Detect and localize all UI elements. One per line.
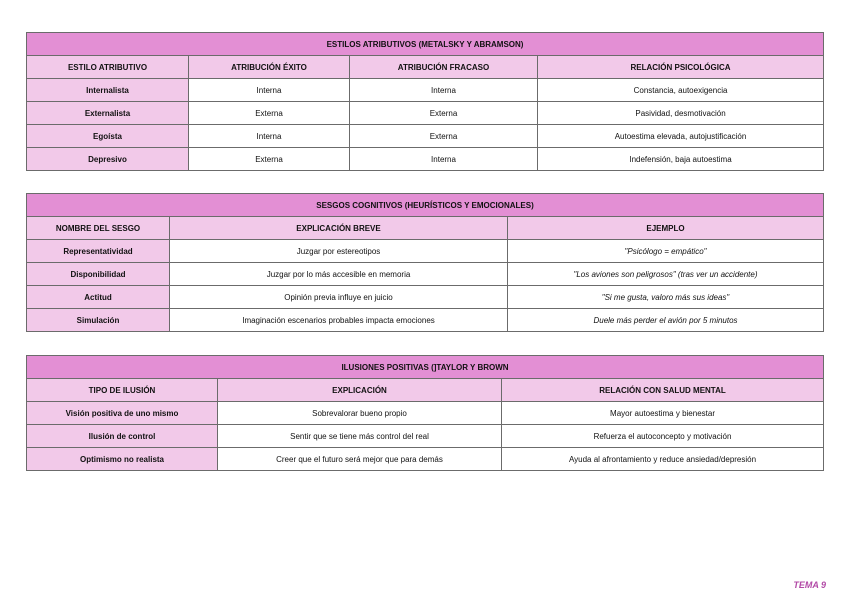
row-label: Simulación bbox=[27, 309, 170, 332]
table-cell: Juzgar por lo más accesible en memoria bbox=[170, 263, 508, 286]
row-label: Externalista bbox=[27, 102, 189, 125]
table-row bbox=[27, 425, 824, 448]
table-cell: Externa bbox=[189, 102, 350, 125]
table-row bbox=[27, 263, 824, 286]
row-label: Internalista bbox=[27, 79, 189, 102]
table-cell: Opinión previa influye en juicio bbox=[170, 286, 508, 309]
column-header: RELACIÓN PSICOLÓGICA bbox=[538, 56, 824, 79]
table-cell: Sobrevalorar bueno propio bbox=[218, 402, 502, 425]
table-cell: Interna bbox=[189, 79, 350, 102]
table-cell: Externa bbox=[189, 148, 350, 171]
row-label: Actitud bbox=[27, 286, 170, 309]
column-header: ATRIBUCIÓN FRACASO bbox=[350, 56, 538, 79]
row-label: Disponibilidad bbox=[27, 263, 170, 286]
table-title: ESTILOS ATRIBUTIVOS (METALSKY Y ABRAMSON) bbox=[27, 33, 824, 56]
page-footer-label: TEMA 9 bbox=[793, 580, 826, 590]
table-cell: "Si me gusta, valoro más sus ideas" bbox=[508, 286, 824, 309]
column-header: TIPO DE ILUSIÓN bbox=[27, 379, 218, 402]
table-row bbox=[27, 286, 824, 309]
table-row bbox=[27, 148, 824, 171]
table-cell: Duele más perder el avión por 5 minutos bbox=[508, 309, 824, 332]
table-row bbox=[27, 448, 824, 471]
table-estilos-atributivos bbox=[26, 32, 824, 171]
column-header: EXPLICACIÓN bbox=[218, 379, 502, 402]
column-header: ESTILO ATRIBUTIVO bbox=[27, 56, 189, 79]
table-title: ILUSIONES POSITIVAS (]TAYLOR Y BROWN bbox=[27, 356, 824, 379]
table-cell: "Psicólogo = empático" bbox=[508, 240, 824, 263]
table-cell: Externa bbox=[350, 125, 538, 148]
table-cell: Refuerza el autoconcepto y motivación bbox=[502, 425, 824, 448]
table-cell: "Los aviones son peligrosos" (tras ver un accidente) bbox=[508, 263, 824, 286]
table-cell: Juzgar por estereotipos bbox=[170, 240, 508, 263]
table-title: SESGOS COGNITIVOS (HEURÍSTICOS Y EMOCIONALES) bbox=[27, 194, 824, 217]
row-label: Ilusión de control bbox=[27, 425, 218, 448]
table-cell: Interna bbox=[189, 125, 350, 148]
table-cell: Mayor autoestima y bienestar bbox=[502, 402, 824, 425]
table-cell: Sentir que se tiene más control del real bbox=[218, 425, 502, 448]
column-header: NOMBRE DEL SESGO bbox=[27, 217, 170, 240]
table-cell: Interna bbox=[350, 148, 538, 171]
table-row bbox=[27, 102, 824, 125]
row-label: Visión positiva de uno mismo bbox=[27, 402, 218, 425]
table-cell: Constancia, autoexigencia bbox=[538, 79, 824, 102]
table-cell: Indefensión, baja autoestima bbox=[538, 148, 824, 171]
table-cell: Autoestima elevada, autojustificación bbox=[538, 125, 824, 148]
row-label: Depresivo bbox=[27, 148, 189, 171]
table-row bbox=[27, 402, 824, 425]
table-ilusiones-positivas bbox=[26, 355, 824, 471]
table-cell: Creer que el futuro será mejor que para demás bbox=[218, 448, 502, 471]
row-label: Egoísta bbox=[27, 125, 189, 148]
table-cell: Pasividad, desmotivación bbox=[538, 102, 824, 125]
table-cell: Externa bbox=[350, 102, 538, 125]
row-label: Optimismo no realista bbox=[27, 448, 218, 471]
column-header: EXPLICACIÓN BREVE bbox=[170, 217, 508, 240]
table-row bbox=[27, 309, 824, 332]
column-header: ATRIBUCIÓN ÉXITO bbox=[189, 56, 350, 79]
row-label: Representatividad bbox=[27, 240, 170, 263]
table-cell: Imaginación escenarios probables impacta emociones bbox=[170, 309, 508, 332]
table-cell: Ayuda al afrontamiento y reduce ansiedad/depresión bbox=[502, 448, 824, 471]
table-row bbox=[27, 79, 824, 102]
column-header: EJEMPLO bbox=[508, 217, 824, 240]
table-row bbox=[27, 125, 824, 148]
table-row bbox=[27, 240, 824, 263]
table-cell: Interna bbox=[350, 79, 538, 102]
column-header: RELACIÓN CON SALUD MENTAL bbox=[502, 379, 824, 402]
table-sesgos-cognitivos bbox=[26, 193, 824, 332]
